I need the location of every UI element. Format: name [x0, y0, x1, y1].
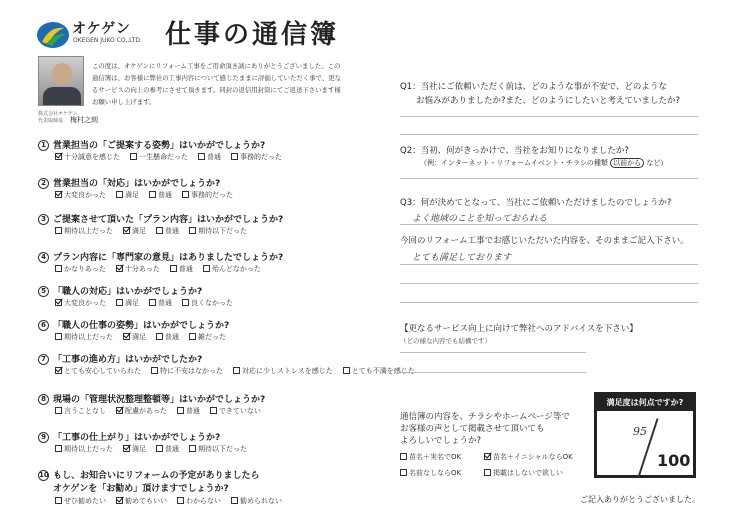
- option-item[interactable]: [189, 444, 247, 454]
- option-item[interactable]: [177, 496, 221, 506]
- page-title: 仕事の通信簿: [165, 20, 340, 50]
- option-label: 期待以下だった: [198, 227, 247, 235]
- checked-checkbox[interactable]: [484, 453, 491, 460]
- question-number: 7: [38, 354, 49, 365]
- q3-answer: よく地域のことを知っておられる: [412, 214, 548, 224]
- consent-option[interactable]: [400, 452, 461, 462]
- question-text: もし、お知合いにリフォームの予定がありましたら: [53, 471, 260, 481]
- option-label: とても安心していられた: [64, 367, 141, 375]
- president-caption-company: 株式会社オケゲン: [38, 111, 78, 117]
- question-text: 営業担当の「ご提案する姿勢」はいかがでしょうか?: [53, 141, 266, 151]
- option-label: 殆んどなかった: [211, 265, 261, 273]
- checkbox[interactable]: [231, 153, 238, 160]
- checkbox[interactable]: [55, 407, 62, 414]
- option-item[interactable]: [231, 496, 282, 506]
- president-photo: [38, 56, 84, 106]
- question-7: [38, 352, 202, 365]
- checked-checkbox[interactable]: [55, 299, 62, 306]
- checkbox[interactable]: [116, 299, 123, 306]
- checkbox[interactable]: [156, 333, 163, 340]
- checked-checkbox[interactable]: [116, 407, 123, 414]
- question-text: 「職人の対応」はいかがでしょうか?: [53, 287, 203, 297]
- question-number: 1: [38, 140, 49, 151]
- checked-checkbox[interactable]: [55, 191, 62, 198]
- q2-example: [420, 158, 667, 168]
- checked-checkbox[interactable]: [123, 445, 130, 452]
- consent-option[interactable]: [400, 468, 461, 478]
- option-item[interactable]: [149, 190, 172, 200]
- option-item[interactable]: [116, 264, 160, 274]
- option-label: 対応に少しストレスを感じた: [242, 367, 333, 375]
- question-text: 「工事の進め方」はいかがでしたか?: [53, 355, 203, 365]
- question-options: [55, 444, 257, 454]
- option-label: 期待以上だった: [64, 227, 113, 235]
- consent-option-label: 苗名＋実名でOK: [409, 453, 462, 461]
- option-item[interactable]: [156, 444, 179, 454]
- checkbox[interactable]: [189, 333, 196, 340]
- checkbox[interactable]: [400, 469, 407, 476]
- question-options: [55, 264, 271, 274]
- option-item[interactable]: [182, 298, 233, 308]
- checkbox[interactable]: [203, 265, 210, 272]
- option-item[interactable]: [343, 366, 415, 376]
- checkbox[interactable]: [343, 367, 350, 374]
- checkbox[interactable]: [55, 227, 62, 234]
- option-item[interactable]: [55, 152, 120, 162]
- question-number: 6: [38, 320, 49, 331]
- question-text: 営業担当の「対応」はいかがでしょうか?: [53, 179, 221, 189]
- option-label: 期待以下だった: [198, 445, 247, 453]
- answer-line: [400, 134, 698, 135]
- answer-line: [400, 264, 698, 265]
- checkbox[interactable]: [156, 227, 163, 234]
- consent-text-1: 通信簿の内容を、チラシやホームページ等で: [400, 412, 570, 422]
- option-label: 良くなかった: [191, 299, 233, 307]
- intro-text: この度は、オケゲンにリフォーム工事をご用命頂き誠にありがとうございました。この通信簿は、お客様に弊社の工事内容について感じたままに評価していただく事で、更なるサービスの向上の参考にさせて頂きます。同封の返信用封筒にてご返送下さいます様お願い申し上げます。: [92, 62, 341, 106]
- option-item[interactable]: [182, 190, 233, 200]
- option-item[interactable]: [156, 226, 179, 236]
- option-item[interactable]: [55, 366, 141, 376]
- question-4: [38, 250, 283, 263]
- consent-text-2: お客様の声として掲載させて頂いても: [400, 424, 545, 434]
- option-label: 満足: [132, 333, 146, 341]
- company-sub: OKEGEN JUKO CO.,LTD.: [73, 37, 142, 44]
- checkbox[interactable]: [55, 445, 62, 452]
- consent-option-label: 苗名＋イニシャルならOK: [493, 453, 573, 461]
- checkbox[interactable]: [149, 191, 156, 198]
- question-number: 3: [38, 214, 49, 225]
- advice-heading: 【更なるサービス向上に向けて弊社へのアドバイスを下さい】: [400, 324, 638, 334]
- checkbox[interactable]: [210, 407, 217, 414]
- checkbox[interactable]: [130, 153, 137, 160]
- option-label: 事務的だった: [240, 153, 282, 161]
- option-label: できていない: [218, 407, 261, 415]
- q2-circled-answer: 以前から: [610, 158, 644, 168]
- option-label: 勧められない: [240, 497, 282, 505]
- option-label: 大変良かった: [64, 191, 106, 199]
- option-label: 特に不安はなかった: [160, 367, 223, 375]
- option-item[interactable]: [203, 264, 261, 274]
- option-label: 満足: [132, 445, 146, 453]
- checkbox[interactable]: [177, 407, 184, 414]
- option-item[interactable]: [170, 264, 193, 274]
- option-item[interactable]: [55, 226, 113, 236]
- option-item[interactable]: [116, 190, 139, 200]
- option-item[interactable]: [116, 298, 139, 308]
- q2-example-text: （例：インターネット・リフォームイベント・チラシの種類: [420, 159, 608, 167]
- answer-line: [400, 302, 698, 303]
- option-label: 普通: [165, 333, 179, 341]
- question-5: [38, 284, 202, 297]
- option-label: とても不満を感じた: [351, 367, 415, 375]
- question-text: ご提案させて頂いた「プラン内容」はいかがでしょうか?: [53, 215, 284, 225]
- answer-line: [400, 224, 698, 225]
- checkbox[interactable]: [231, 497, 238, 504]
- thanks-text: ご記入ありがとうございました。: [580, 495, 700, 504]
- q3-text: Q3：何が決めてとなって、当社にご依頼いただけましたのでしょうか?: [400, 198, 672, 208]
- answer-line: [400, 283, 698, 284]
- option-label: 満足: [132, 227, 146, 235]
- option-label: 普通: [158, 191, 172, 199]
- option-label: 期待以上だった: [64, 333, 113, 341]
- option-label: 配慮があった: [125, 407, 167, 415]
- option-label: 普通: [178, 265, 193, 273]
- question-text: 現場の「管理状況整理整頓等」はいかがでしょうか?: [53, 395, 266, 405]
- option-item[interactable]: [55, 298, 106, 308]
- option-item[interactable]: [231, 152, 282, 162]
- option-label: 十分誠意を感じた: [64, 153, 120, 161]
- question-text: プラン内容に「専門家の意見」はありましたでしょうか?: [53, 253, 284, 263]
- checked-checkbox[interactable]: [55, 153, 62, 160]
- option-label: 普通: [207, 153, 221, 161]
- consent-option-label: 掲載はしないで欲しい: [493, 469, 563, 477]
- question-options: [55, 366, 425, 376]
- question-number: 2: [38, 178, 49, 189]
- option-label: 満足: [125, 299, 139, 307]
- checked-checkbox[interactable]: [116, 265, 123, 272]
- checked-checkbox[interactable]: [123, 227, 130, 234]
- question-number: 8: [38, 394, 49, 405]
- score-max: 100: [657, 451, 691, 470]
- option-label: 一生懸命だった: [139, 153, 188, 161]
- option-item[interactable]: [189, 226, 247, 236]
- option-label: 事務的だった: [191, 191, 233, 199]
- answer-line: [400, 116, 698, 117]
- checkbox[interactable]: [55, 265, 62, 272]
- question-8: [38, 392, 265, 405]
- question-text: 「工事の仕上がり」はいかがでしょうか?: [53, 433, 221, 443]
- answer-line: [400, 372, 586, 373]
- advice-sub: （どの様な内容でも結構です）: [400, 337, 491, 345]
- question-text-2: オケゲンを「お勧め」頂けますでしょうか?: [53, 484, 229, 494]
- question-text: 「職人の仕事の姿勢」はいかがでしょうか?: [53, 321, 230, 331]
- answer-line: [400, 178, 698, 179]
- checkbox[interactable]: [170, 265, 177, 272]
- option-label: わからない: [186, 497, 221, 505]
- checkbox[interactable]: [116, 191, 123, 198]
- option-label: 言うことなし: [64, 407, 106, 415]
- question-number: 10: [39, 471, 49, 479]
- q2-example-end: など）: [646, 159, 668, 167]
- option-item[interactable]: [149, 298, 172, 308]
- consent-option[interactable]: [484, 452, 573, 462]
- consent-option-label: 名前なしならOK: [409, 469, 462, 477]
- q1-text: Q1：当社にご依頼いただく前は、どのような事が不安で、どのような: [400, 82, 667, 92]
- question-3: [38, 212, 283, 225]
- option-item[interactable]: [198, 152, 221, 162]
- question-9: [38, 430, 220, 443]
- option-item[interactable]: [55, 332, 113, 342]
- option-item[interactable]: [55, 496, 106, 506]
- option-item[interactable]: [55, 190, 106, 200]
- option-label: かなりあった: [64, 265, 106, 273]
- question-10: [38, 468, 260, 481]
- option-item[interactable]: [116, 406, 167, 416]
- option-item[interactable]: [156, 332, 179, 342]
- question-1: [38, 138, 265, 151]
- option-label: 満足: [125, 191, 139, 199]
- checked-checkbox[interactable]: [116, 497, 123, 504]
- checkbox[interactable]: [189, 227, 196, 234]
- option-item[interactable]: [123, 226, 146, 236]
- question-options: [55, 496, 292, 506]
- question-number: 4: [38, 252, 49, 263]
- option-label: 雑だった: [198, 333, 226, 341]
- option-label: 普通: [165, 227, 179, 235]
- option-item[interactable]: [151, 366, 223, 376]
- checkbox[interactable]: [182, 191, 189, 198]
- checkbox[interactable]: [151, 367, 158, 374]
- president-caption-role: 代表取締役: [38, 118, 64, 124]
- question-options: [55, 190, 243, 200]
- checked-checkbox[interactable]: [123, 333, 130, 340]
- answer-line: [400, 352, 586, 353]
- q4-answer: とても満足しております: [412, 253, 512, 263]
- checked-checkbox[interactable]: [55, 367, 62, 374]
- option-item[interactable]: [130, 152, 188, 162]
- question-number: 5: [38, 286, 49, 297]
- checkbox[interactable]: [149, 299, 156, 306]
- checkbox[interactable]: [233, 367, 240, 374]
- option-label: 普通: [185, 407, 200, 415]
- checkbox[interactable]: [55, 333, 62, 340]
- option-item[interactable]: [177, 406, 200, 416]
- checkbox[interactable]: [189, 445, 196, 452]
- q1-text-2: お悩みがありましたか?また、どのようにしたいと考えていましたか?: [416, 96, 681, 106]
- question-options: [55, 298, 243, 308]
- consent-option[interactable]: [484, 468, 563, 478]
- option-label: ぜひ勧めたい: [64, 497, 106, 505]
- option-label: 普通: [165, 445, 179, 453]
- checkbox[interactable]: [156, 445, 163, 452]
- question-number: 9: [38, 432, 49, 443]
- checkbox[interactable]: [198, 153, 205, 160]
- score-title: 満足度は何点ですか?: [597, 395, 693, 411]
- option-item[interactable]: [233, 366, 333, 376]
- checkbox[interactable]: [400, 453, 407, 460]
- option-label: 勧めてもいい: [125, 497, 167, 505]
- checkbox[interactable]: [484, 469, 491, 476]
- question-options: [55, 152, 292, 162]
- checkbox[interactable]: [55, 497, 62, 504]
- question-6: [38, 318, 229, 331]
- option-label: 普通: [158, 299, 172, 307]
- question-options: [55, 406, 271, 416]
- q4-text: 今回のリフォーム工事でお感じいただいた内容を、そのままご記入下さい。: [400, 236, 689, 246]
- option-item[interactable]: [55, 406, 106, 416]
- option-item[interactable]: [123, 332, 146, 342]
- q2-text: Q2：当初、何がきっかけで、当社をお知りになりましたか?: [400, 146, 629, 156]
- option-item[interactable]: [55, 444, 113, 454]
- question-2: [38, 176, 220, 189]
- score-box: [594, 392, 696, 478]
- company-name: オケゲン: [72, 21, 131, 37]
- consent-text-3: よろしいでしょうか?: [400, 436, 482, 446]
- question-options: [55, 226, 257, 236]
- question-options: [55, 332, 236, 342]
- checkbox[interactable]: [182, 299, 189, 306]
- score-value: 95: [633, 425, 647, 438]
- option-item[interactable]: [123, 444, 146, 454]
- president-name: 梅村之朗: [70, 116, 98, 124]
- option-item[interactable]: [116, 496, 167, 506]
- option-label: 大変良かった: [64, 299, 106, 307]
- option-item[interactable]: [189, 332, 226, 342]
- option-item[interactable]: [55, 264, 106, 274]
- option-label: 十分あった: [124, 265, 160, 273]
- option-label: 期待以上だった: [64, 445, 113, 453]
- checkbox[interactable]: [177, 497, 184, 504]
- company-logo-icon: [36, 20, 70, 50]
- option-item[interactable]: [210, 406, 261, 416]
